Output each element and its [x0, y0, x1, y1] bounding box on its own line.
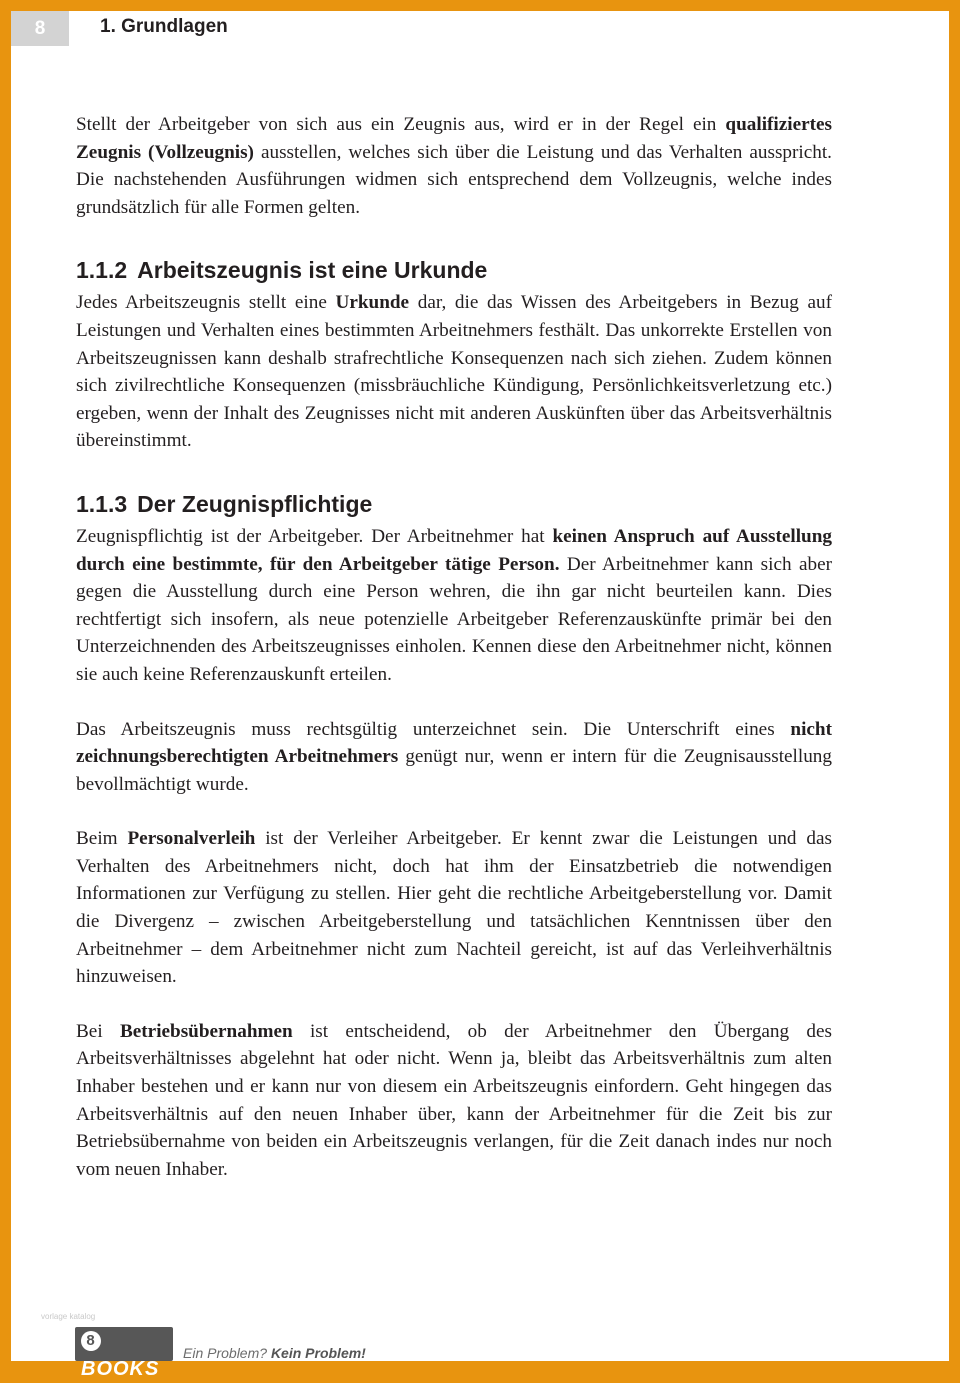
page-header — [11, 11, 949, 47]
paragraph-text: Beim — [76, 828, 128, 850]
logo-text: BOOKS — [81, 1358, 160, 1380]
watermark-text: vorlage katalog — [41, 1312, 96, 1321]
section-heading-1-1-3 — [76, 489, 832, 519]
section-heading-1-1-2 — [76, 255, 832, 285]
section-number: 1.1.3 — [76, 490, 128, 517]
section-number: 1.1.2 — [76, 257, 128, 284]
paragraph-text: ist entscheidend, ob der Arbeitnehmer den Übergang des Arbeitsverhältnisses abgelehnt hat oder nicht. Wenn ja, bleibt das Arbeitsverhältnis zum alten Inhaber bestehen und er kann nur von diesem ein Arbeitszeugnis einfordern. Geht hingegen das Arbeitsverhältnis auf den neuen Inhaber über, kann der Arbeitnehmer für die Zeit bis zur Betriebsübernahme von beiden ein Arbeitszeugnis verlangen, für die Zeit danach indes nur noch vom neuen Inhaber. — [76, 1020, 832, 1180]
paragraph-text: Bei — [76, 1020, 120, 1042]
bold-term: keinen Anspruch auf Ausstellung durch eine bestimmte, für den Arbeitgeber tätige Person. — [76, 525, 832, 575]
main-content — [76, 111, 832, 1210]
paragraph-text: Jedes Arbeitszeugnis stellt eine — [76, 292, 336, 314]
intro-paragraph — [76, 111, 832, 221]
paragraph-text: dar, die das Wissen des Arbeitgebers in Bezug auf Leistungen und Verhalten eines bestimmten Arbeitnehmers festhält. Das unkorrekte Erstellen von Arbeitszeugnissen kann deshalb strafrechtliche Konsequenzen nach sich ziehen. Zudem können sich zivilrechtliche Konsequenzen (missbräuchliche Kündigung, Persönlichkeitsverletzung etc.) ergeben, wenn der Inhalt des Zeugnisses nicht mit anderen Auskünften über das Arbeitsverhältnis übereinstimmt. — [76, 292, 832, 452]
section-1-1-3-paragraph-1 — [76, 523, 832, 689]
books-logo — [75, 1327, 173, 1380]
bold-term: nicht zeichnungsberechtigten Arbeitnehmers — [76, 718, 832, 768]
paragraph-text: ist der Verleiher Arbeitgeber. Er kennt zwar die Leistungen und das Verhalten des Arbeitnehmers nicht, doch hat ihm der Einsatzbetrieb die notwendigen Informationen zur Verfügung zu stellen. Hier geht die rechtliche Arbeitgeberstellung vor. Damit die Divergenz – zwischen Arbeitgeberstellung und tatsächlichen Kenntnissen über den Arbeitnehmer – dem Arbeitnehmer nicht zum Nachteil gereicht, ist auf das Verleihverhältnis hinzuweisen. — [76, 828, 832, 988]
section-1-1-3-paragraph-4 — [76, 1018, 832, 1184]
section-1-1-3-paragraph-3 — [76, 825, 832, 991]
section-1-1-2-paragraph — [76, 289, 832, 455]
paragraph-text: Zeugnispflichtig ist der Arbeitgeber. Der Arbeitnehmer hat — [76, 525, 553, 547]
paragraph-text: Das Arbeitszeugnis muss rechtsgültig unterzeichnet sein. Die Unterschrift eines — [76, 718, 791, 740]
bold-term: Betriebsübernahmen — [119, 1020, 293, 1042]
intro-text-2: ausstellen, welches sich über die Leistung und das Verhalten ausspricht. Die nachstehenden Ausführungen widmen sich entsprechend dem Vollzeugnis, welche indes grundsätzlich für alle Formen gelten. — [76, 141, 832, 218]
page-number: 8 — [11, 11, 69, 46]
intro-text-1: Stellt der Arbeitgeber von sich aus ein Zeugnis aus, wird er in der Regel ein — [76, 114, 726, 135]
intro-bold-term: qualifiziertes Zeugnis (Vollzeugnis) — [76, 114, 832, 163]
logo-badge: 8 — [81, 1331, 101, 1351]
bold-term: Urkunde — [335, 292, 410, 314]
paragraph-text: Der Arbeitnehmer kann sich aber gegen die Ausstellung durch eine Person wehren, die ihn gar nicht beurteilen kann. Dies rechtfertigt sich insofern, als neue potenzielle Arbeitgeber Referenzauskünfte primär bei den Unterzeichnenden des Arbeitszeugnisses einholen. Kennen diese den Arbeitnehmer nicht, können sie auch keine Referenzauskunft erteilen. — [76, 553, 833, 685]
paragraph-text: genügt nur, wenn er intern für die Zeugnisausstellung bevollmächtigt wurde. — [76, 746, 832, 795]
document-page — [11, 11, 949, 1380]
chapter-title: 1. Grundlagen — [100, 16, 228, 37]
footer-tagline — [183, 1345, 366, 1361]
bold-term: Personalverleih — [127, 828, 256, 850]
section-title: Der Zeugnispflichtige — [137, 490, 373, 517]
tagline-part-2: Kein Problem! — [270, 1345, 366, 1361]
section-1-1-3-paragraph-2 — [76, 716, 832, 799]
tagline-part-1: Ein Problem? — [183, 1345, 271, 1361]
section-title: Arbeitszeugnis ist eine Urkunde — [137, 257, 488, 284]
